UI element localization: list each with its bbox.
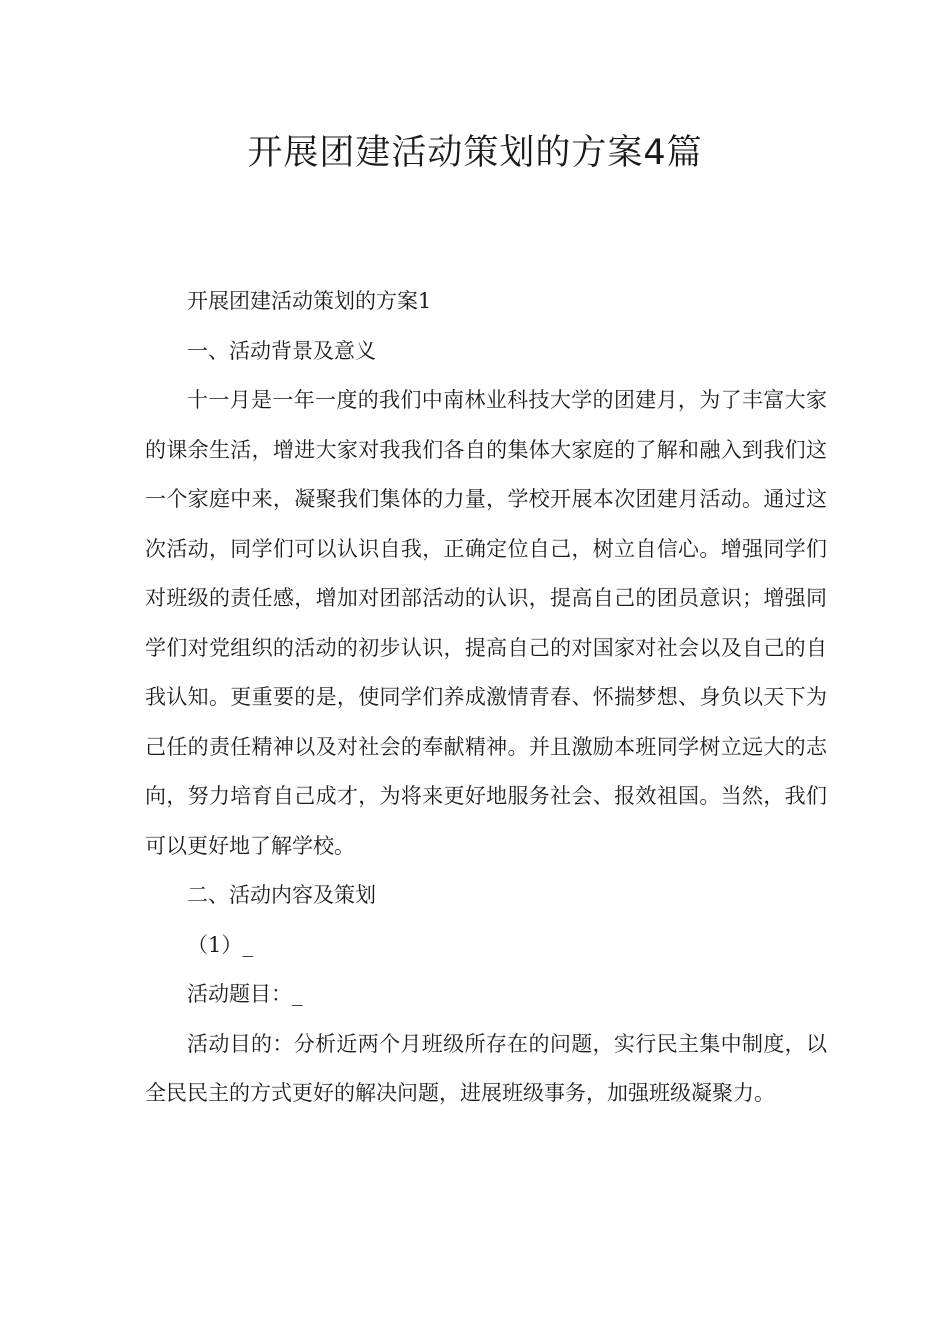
list-item: （1）_ [187,932,253,957]
body-paragraph: 活动目的：分析近两个月班级所存在的问题，实行民主集中制度，以全民民主的方式更好的解决问题，进展班级事务，加强班级凝聚力。 [145,1031,827,1105]
subsection-heading: 一、活动背景及意义 [187,338,376,363]
section-heading: 开展团建活动策划的方案1 [187,289,432,313]
document-body [145,277,827,1119]
body-paragraph: 十一月是一年一度的我们中南林业科技大学的团建月，为了丰富大家的课余生活，增进大家对我我们各自的集体大家庭的了解和融入到我们这一个家庭中来，凝聚我们集体的力量，学校开展本次团建月活动。通过这次活动，同学们可以认识自我，正确定位自己，树立自信心。增强同学们对班级的责任感，增加对团部活动的认识，提高自己的团员意识；增强同学们对党组织的活动的初步认识，提高自己的对国家对社会以及自己的自我认知。更重要的是，使同学们养成激情青春、怀揣梦想、身负以天下为己任的责任精神以及对社会的奉献精神。并且激励本班同学树立远大的志向，努力培育自己成才，为将来更好地服务社会、报效祖国。当然，我们可以更好地了解学校。 [145,388,827,858]
subsection-heading: 二、活动内容及策划 [187,883,376,907]
activity-topic: 活动题目：_ [187,982,303,1006]
document-title: 开展团建活动策划的方案4篇 [247,133,703,173]
